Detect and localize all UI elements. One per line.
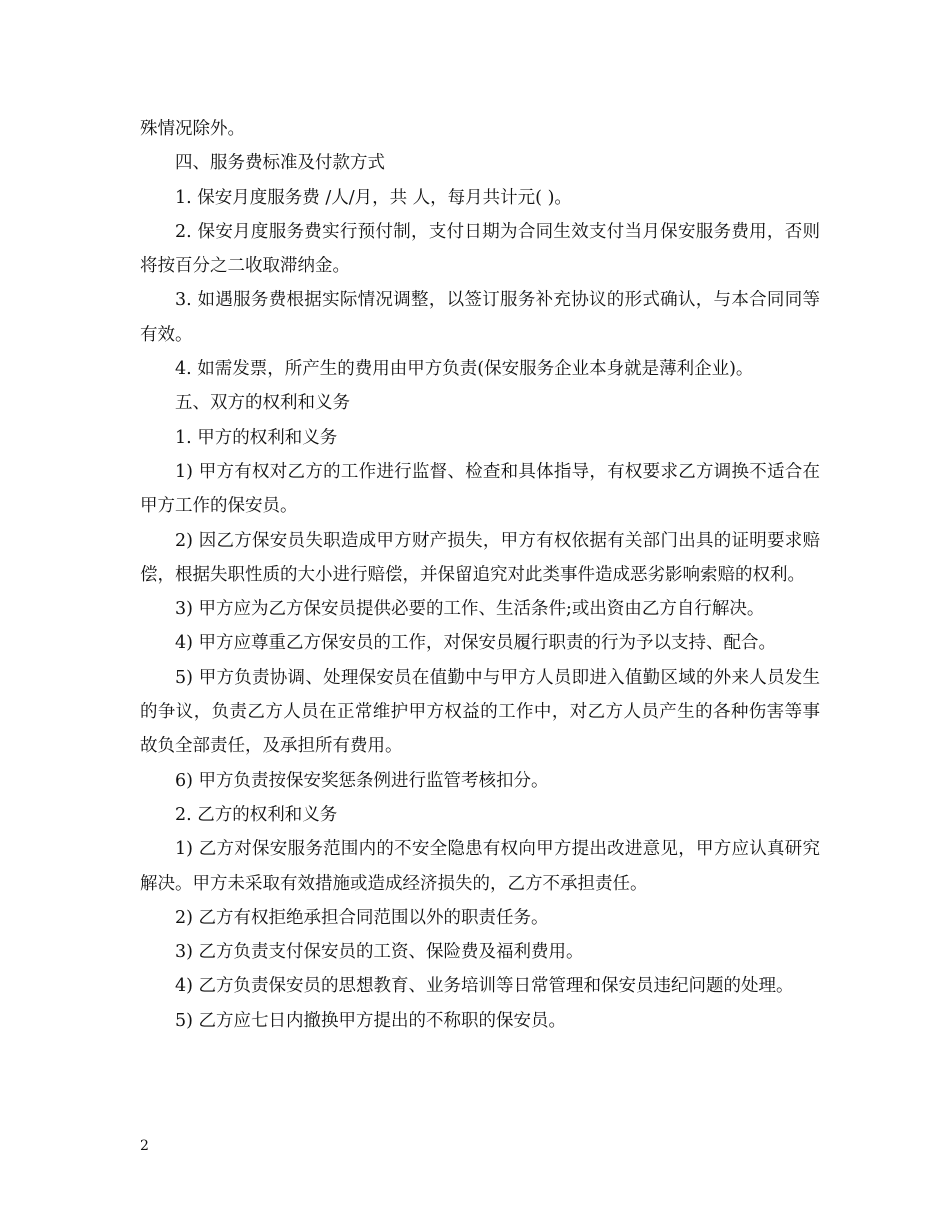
clause-b-1: 1) 乙方对保安服务范围内的不安全隐患有权向甲方提出改进意见，甲方应认真研究解决。甲方未采取有效措施或造成经济损失的，乙方不承担责任。 [140,839,820,894]
clause-b-2: 2) 乙方有权拒绝承担合同范围以外的职责任务。 [175,907,549,928]
document-body [140,112,820,1038]
clause-a-2: 2) 因乙方保安员失职造成甲方财产损失，甲方有权依据有关部门出具的证明要求赔偿，根据失职性质的大小进行赔偿，并保留追究对此类事件造成恶劣影响索赔的权利。 [140,530,820,585]
clause-a-5: 5) 甲方负责协调、处理保安员在值勤中与甲方人员即进入值勤区域的外来人员发生的争议，负责乙方人员在正常维护甲方权益的工作中，对乙方人员产生的各种伤害等事故负全部责任，及承担所有费用。 [140,667,820,757]
clause-4-3: 3. 如遇服务费根据实际情况调整，以签订服务补充协议的形式确认，与本合同同等有效。 [140,290,820,345]
clause-b-4: 4) 乙方负责保安员的思想教育、业务培训等日常管理和保安员违纪问题的处理。 [175,976,794,997]
page-number: 2 [140,1138,149,1154]
paragraph-continuation: 殊情况除外。 [140,119,245,139]
subsection-party-b: 2. 乙方的权利和义务 [175,804,338,825]
clause-4-2: 2. 保安月度服务费实行预付制，支付日期为合同生效支付当月保安服务费用，否则将按百分之二收取滞纳金。 [140,221,820,277]
clause-b-3: 3) 乙方负责支付保安员的工资、保险费及福利费用。 [175,942,584,963]
clause-a-3: 3) 甲方应为乙方保安员提供必要的工作、生活条件;或出资由乙方自行解决。 [175,599,765,620]
clause-4-4: 4. 如需发票，所产生的费用由甲方负责(保安服务企业本身就是薄利企业)。 [175,359,754,380]
subsection-party-a: 1. 甲方的权利和义务 [175,427,338,448]
section-heading-service-fee: 四、服务费标准及付款方式 [175,153,385,174]
clause-4-1: 1. 保安月度服务费 /人/月，共 人，每月共计元( )。 [175,187,572,208]
clause-a-4: 4) 甲方应尊重乙方保安员的工作，对保安员履行职责的行为予以支持、配合。 [175,633,777,654]
section-heading-rights-obligations: 五、双方的权利和义务 [175,393,350,414]
clause-b-5: 5) 乙方应七日内撤换甲方提出的不称职的保安员。 [175,1010,567,1031]
clause-a-6: 6) 甲方负责按保安奖惩条例进行监管考核扣分。 [175,770,549,791]
clause-a-1: 1) 甲方有权对乙方的工作进行监督、检查和具体指导，有权要求乙方调换不适合在甲方工作的保安员。 [140,461,820,517]
